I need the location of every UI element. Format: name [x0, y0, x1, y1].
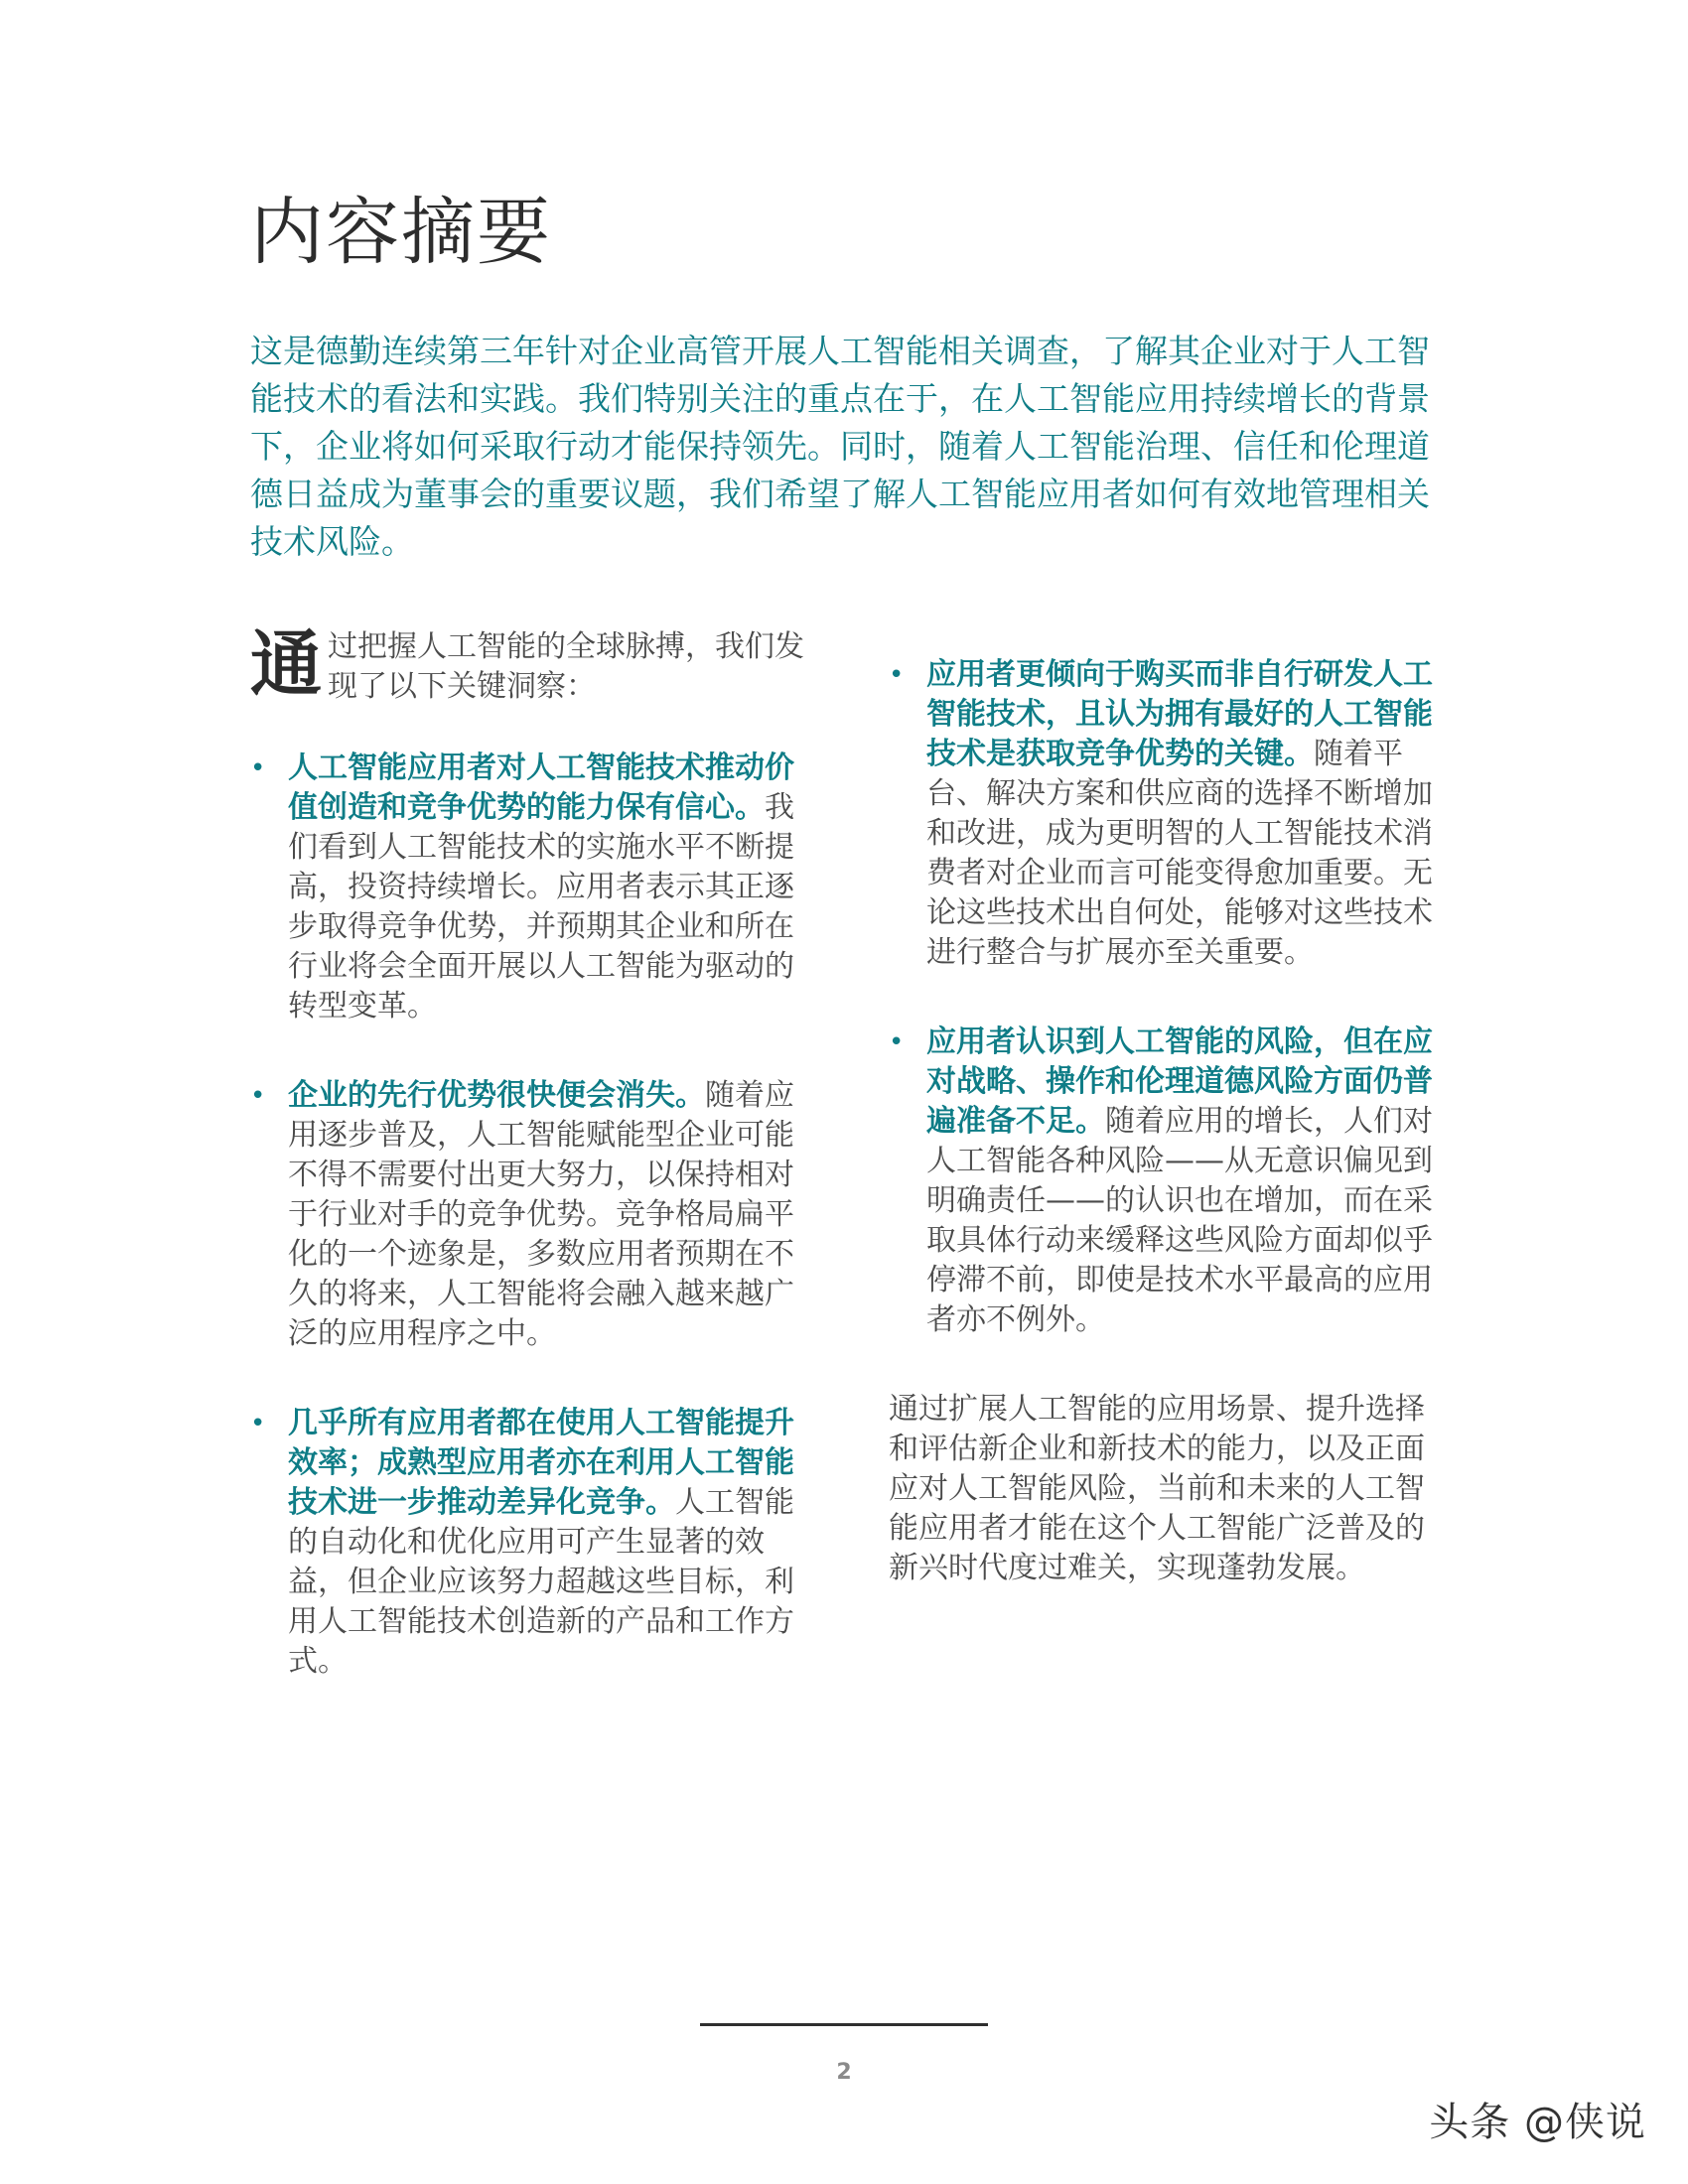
- watermark: 头条 @侠说: [1429, 2100, 1646, 2145]
- insight-item: [889, 655, 1445, 973]
- insight-item: [250, 749, 806, 1026]
- left-column: [250, 622, 806, 1731]
- bullet-icon: •: [250, 753, 266, 783]
- bullet-icon: •: [250, 1081, 266, 1111]
- insight-text: 我们看到人工智能技术的实施水平不断提高，投资持续增长。应用者表示其正逐步取得竞争优势，并预期其企业和所在行业将会全面开展以人工智能为驱动的转型变革。: [288, 790, 794, 1024]
- insight-highlight: 应用者更倾向于购买而非自行研发人工智能技术，且认为拥有最好的人工智能技术是获取竞争优势的关键。: [926, 657, 1433, 771]
- insight-text: 随着应用的增长，人们对人工智能各种风险——从无意识偏见到明确责任——的认识也在增加，而在采取具体行动来缓释这些风险方面却似乎停滞不前，即使是技术水平最高的应用者亦不例外。: [926, 1104, 1433, 1337]
- insight-item: [250, 1404, 806, 1682]
- lead-text: 过把握人工智能的全球脉搏，我们发现了以下关键洞察：: [328, 629, 805, 704]
- right-column: [889, 655, 1445, 1588]
- insight-highlight: 几乎所有应用者都在使用人工智能提升效率；成熟型应用者亦在利用人工智能技术进一步推动差异化竞争。: [288, 1406, 794, 1520]
- insight-highlight: 企业的先行优势很快便会消失。: [288, 1078, 705, 1113]
- insight-list-right: [889, 655, 1445, 1340]
- insight-highlight: 人工智能应用者对人工智能技术推动价值创造和竞争优势的能力保有信心。: [288, 751, 794, 825]
- intro-paragraph: 这是德勤连续第三年针对企业高管开展人工智能相关调查，了解其企业对于人工智能技术的看法和实践。我们特别关注的重点在于，在人工智能应用持续增长的背景下，企业将如何采取行动才能保持领先。同时，随着人工智能治理、信任和伦理道德日益成为董事会的重要议题，我们希望了解人工智能应用者如何有效地管理相关技术风险。: [250, 332, 1430, 561]
- bullet-icon: •: [889, 660, 905, 690]
- insight-item: [889, 1023, 1445, 1340]
- insight-item: [250, 1076, 806, 1354]
- page-number: 2: [836, 2060, 852, 2085]
- insight-list-left: [250, 749, 806, 1682]
- closing-paragraph: 通过扩展人工智能的应用场景、提升选择和评估新企业和新技术的能力，以及正面应对人工智能风险，当前和未来的人工智能应用者才能在这个人工智能广泛普及的新兴时代度过难关，实现蓬勃发展。: [889, 1392, 1425, 1585]
- insight-text: 人工智能的自动化和优化应用可产生显著的效益，但企业应该努力超越这些目标，利用人工智能技术创造新的产品和工作方式。: [288, 1485, 794, 1679]
- insight-text: 随着平台、解决方案和供应商的选择不断增加和改进，成为更明智的人工智能技术消费者对企业而言可能变得愈加重要。无论这些技术出自何处，能够对这些技术进行整合与扩展亦至关重要。: [926, 737, 1433, 970]
- lead-paragraph: [250, 622, 806, 707]
- bullet-icon: •: [889, 1027, 905, 1057]
- bullet-icon: •: [250, 1409, 266, 1438]
- page-title: 内容摘要: [250, 190, 552, 275]
- insight-highlight: 应用者认识到人工智能的风险，但在应对战略、操作和伦理道德风险方面仍普遍准备不足。: [926, 1024, 1433, 1139]
- footer-divider: [700, 2023, 988, 2026]
- drop-cap: 通: [250, 622, 323, 706]
- insight-text: 随着应用逐步普及，人工智能赋能型企业可能不得不需要付出更大努力，以保持相对于行业对手的竞争优势。竞争格局扁平化的一个迹象是，多数应用者预期在不久的将来，人工智能将会融入越来越广泛的应用程序之中。: [288, 1078, 794, 1351]
